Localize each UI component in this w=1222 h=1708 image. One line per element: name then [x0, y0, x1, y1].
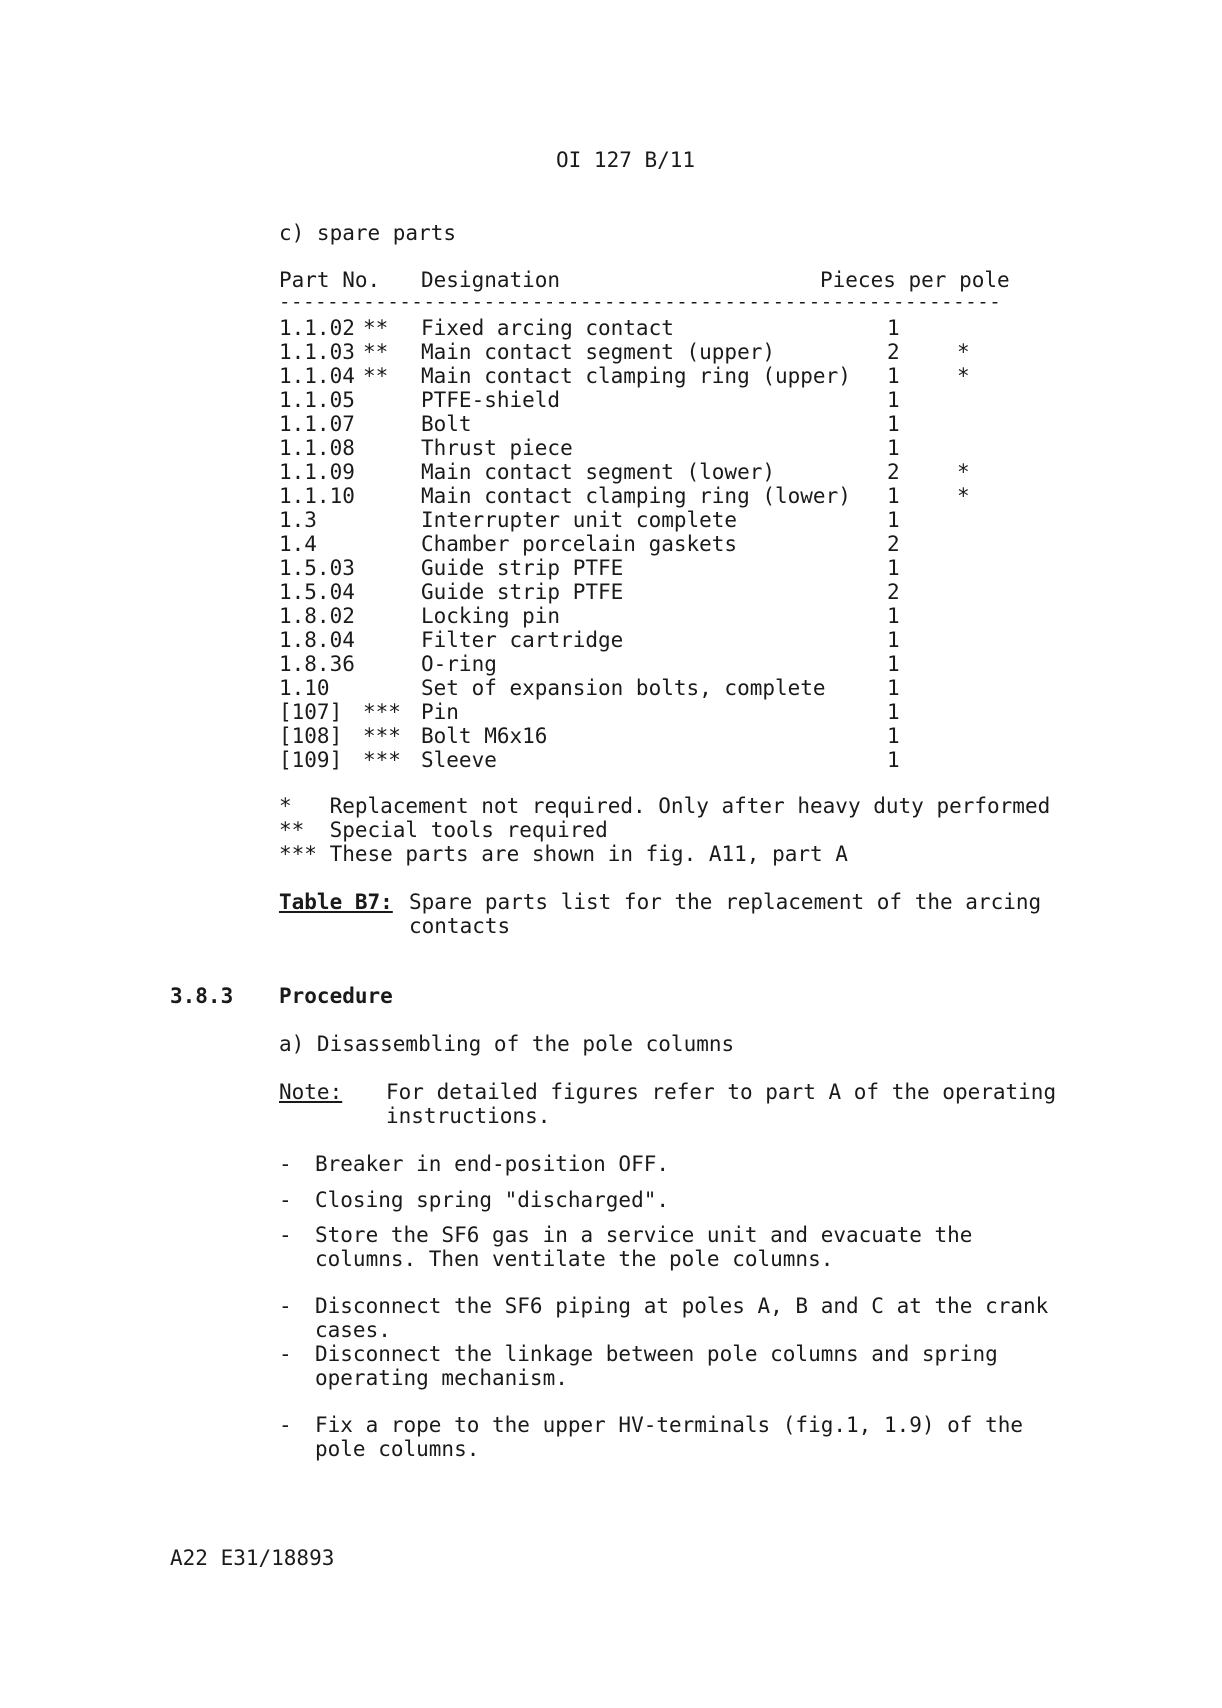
table-caption-text-continued: contacts	[409, 914, 511, 938]
table-row	[279, 580, 900, 604]
part-star: *	[957, 364, 970, 388]
part-quantity: 2	[887, 340, 900, 364]
part-number: 1.5.04	[279, 580, 355, 604]
part-number: 1.5.03	[279, 556, 355, 580]
footnote-triple-star: *** These parts are shown in fig. A11, part A	[279, 842, 848, 866]
column-header-part-no: Part No.	[279, 268, 381, 292]
step-text: Disconnect the SF6 piping at poles A, B and C at the crank cases.	[315, 1294, 1049, 1342]
part-designation: O-ring	[421, 652, 497, 676]
part-mark: ***	[363, 700, 401, 724]
list-dash: -	[279, 1294, 292, 1318]
part-mark: **	[363, 364, 389, 388]
part-quantity: 2	[887, 532, 900, 556]
part-designation: Guide strip PTFE	[421, 580, 624, 604]
part-designation: Main contact segment (upper)	[421, 340, 776, 364]
step-text: Disconnect the linkage between pole columns and spring operating mechanism.	[315, 1342, 998, 1390]
part-number: 1.1.09	[279, 460, 355, 484]
list-dash: -	[279, 1188, 292, 1212]
step-text: Breaker in end-position OFF.	[315, 1152, 670, 1176]
step-text: Closing spring "discharged".	[315, 1188, 670, 1212]
list-dash: -	[279, 1413, 292, 1437]
part-mark: **	[363, 316, 389, 340]
part-quantity: 1	[887, 724, 900, 748]
part-number: [108]	[279, 724, 343, 748]
part-quantity: 1	[887, 628, 900, 652]
column-header-pieces: Pieces per pole	[820, 268, 1010, 292]
part-designation: Locking pin	[421, 604, 561, 628]
part-quantity: 2	[887, 580, 900, 604]
part-designation: Fixed arcing contact	[421, 316, 674, 340]
table-row	[279, 676, 900, 700]
part-quantity: 1	[887, 316, 900, 340]
part-quantity: 2	[887, 460, 900, 484]
part-quantity: 1	[887, 700, 900, 724]
part-designation: Pin	[421, 700, 459, 724]
part-number: 1.8.02	[279, 604, 355, 628]
part-number: 1.1.05	[279, 388, 355, 412]
table-row	[279, 412, 900, 436]
column-header-designation: Designation	[421, 268, 561, 292]
table-row	[279, 364, 970, 388]
part-quantity: 1	[887, 508, 900, 532]
part-quantity: 1	[887, 556, 900, 580]
part-mark: ***	[363, 748, 401, 772]
table-row	[279, 748, 900, 772]
table-row	[279, 316, 900, 340]
part-number: 1.1.04	[279, 364, 355, 388]
part-designation: Thrust piece	[421, 436, 573, 460]
part-number: 1.1.07	[279, 412, 355, 436]
part-quantity: 1	[887, 652, 900, 676]
subsection-heading: a) Disassembling of the pole columns	[279, 1032, 735, 1056]
part-designation: Main contact clamping ring (lower)	[421, 484, 851, 508]
table-row	[279, 388, 900, 412]
table-row	[279, 340, 970, 364]
list-dash: -	[279, 1223, 292, 1247]
part-designation: Interrupter unit complete	[421, 508, 738, 532]
step-text: Store the SF6 gas in a service unit and evacuate the columns. Then ventilate the pole columns.	[315, 1223, 973, 1271]
list-dash: -	[279, 1152, 292, 1176]
part-number: 1.1.03	[279, 340, 355, 364]
part-designation: Sleeve	[421, 748, 497, 772]
table-row	[279, 532, 900, 556]
part-designation: Guide strip PTFE	[421, 556, 624, 580]
table-row	[279, 628, 900, 652]
part-star: *	[957, 460, 970, 484]
part-quantity: 1	[887, 364, 900, 388]
step-text: Fix a rope to the upper HV-terminals (fig.1, 1.9) of the pole columns.	[315, 1413, 1024, 1461]
part-mark: ***	[363, 724, 401, 748]
part-number: 1.8.36	[279, 652, 355, 676]
part-number: 1.1.10	[279, 484, 355, 508]
part-quantity: 1	[887, 484, 900, 508]
table-separator: ------------------------------------------------------------	[279, 291, 1002, 313]
part-quantity: 1	[887, 604, 900, 628]
part-designation: Bolt M6x16	[421, 724, 548, 748]
part-designation: Main contact clamping ring (upper)	[421, 364, 851, 388]
part-quantity: 1	[887, 748, 900, 772]
part-number: 1.1.02	[279, 316, 355, 340]
note-text: For detailed figures refer to part A of the operating	[386, 1080, 1057, 1104]
table-row	[279, 604, 900, 628]
part-number: [109]	[279, 748, 343, 772]
table-row	[279, 460, 970, 484]
table-row	[279, 484, 970, 508]
part-star: *	[957, 340, 970, 364]
section-title: Procedure	[279, 984, 393, 1008]
part-number: 1.1.08	[279, 436, 355, 460]
note-label: Note:	[279, 1080, 343, 1104]
part-designation: Filter cartridge	[421, 628, 624, 652]
table-row	[279, 700, 900, 724]
part-quantity: 1	[887, 436, 900, 460]
document-number: A22 E31/18893	[170, 1546, 335, 1570]
spare-parts-heading: c) spare parts	[279, 221, 457, 245]
table-row	[279, 724, 900, 748]
note-text-continued: instructions.	[386, 1104, 551, 1128]
table-caption-label: Table B7:	[279, 890, 393, 914]
part-number: 1.10	[279, 676, 330, 700]
part-designation: Bolt	[421, 412, 472, 436]
part-quantity: 1	[887, 388, 900, 412]
table-row	[279, 652, 900, 676]
footnote-double-star: ** Special tools required	[279, 818, 608, 842]
document-reference: OI 127 B/11	[556, 148, 696, 172]
table-row	[279, 436, 900, 460]
part-designation: Set of expansion bolts, complete	[421, 676, 826, 700]
list-dash: -	[279, 1342, 292, 1366]
part-quantity: 1	[887, 676, 900, 700]
part-designation: Main contact segment (lower)	[421, 460, 776, 484]
footnote-single-star: * Replacement not required. Only after heavy duty performed	[279, 794, 1051, 818]
part-number: [107]	[279, 700, 343, 724]
part-quantity: 1	[887, 412, 900, 436]
part-star: *	[957, 484, 970, 508]
table-row	[279, 508, 900, 532]
part-mark: **	[363, 340, 389, 364]
section-number: 3.8.3	[170, 984, 234, 1008]
table-row	[279, 556, 900, 580]
part-number: 1.8.04	[279, 628, 355, 652]
part-number: 1.3	[279, 508, 317, 532]
table-caption-text: Spare parts list for the replacement of the arcing	[409, 890, 1042, 914]
part-designation: Chamber porcelain gaskets	[421, 532, 738, 556]
part-number: 1.4	[279, 532, 317, 556]
part-designation: PTFE-shield	[421, 388, 561, 412]
